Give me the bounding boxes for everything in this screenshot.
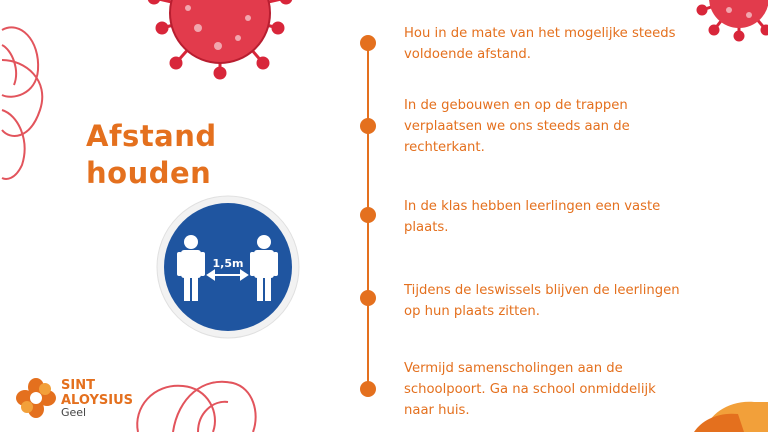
timeline-item: In de gebouwen en op de trappen verplaatsen we ons steeds aan de rechterkant. — [404, 98, 630, 155]
title-line-1: Afstand — [86, 119, 217, 153]
timeline-dot — [360, 207, 376, 223]
timeline-dot — [360, 35, 376, 51]
timeline-dot — [360, 118, 376, 134]
page-title — [86, 118, 217, 192]
logo-line-1: SINT — [61, 378, 95, 393]
distance-sign — [156, 195, 300, 339]
timeline-item: Vermijd samenscholingen aan de schoolpoort. Ga na school onmiddelijk naar huis. — [404, 361, 656, 418]
distance-label: 1,5m — [212, 257, 244, 270]
flower-outline-icon — [0, 0, 60, 200]
timeline-item: In de klas hebben leerlingen een vaste plaats. — [404, 199, 661, 235]
virus-icon — [148, 0, 292, 76]
logo-line-2: ALOYSIUS — [61, 393, 134, 408]
timeline-dot — [360, 381, 376, 397]
flower-outline-icon — [128, 368, 268, 432]
virus-icon — [694, 0, 768, 38]
logo-name — [61, 378, 133, 408]
title-line-2: houden — [86, 156, 212, 190]
logo-flower-icon — [16, 378, 56, 418]
logo-location: Geel — [61, 406, 87, 419]
timeline-item: Hou in de mate van het mogelijke steeds voldoende afstand. — [404, 26, 676, 62]
timeline-item: Tijdens de leswissels blijven de leerlingen op hun plaats zitten. — [404, 283, 680, 319]
corner-accent-shape — [694, 394, 768, 432]
timeline-dot — [360, 290, 376, 306]
